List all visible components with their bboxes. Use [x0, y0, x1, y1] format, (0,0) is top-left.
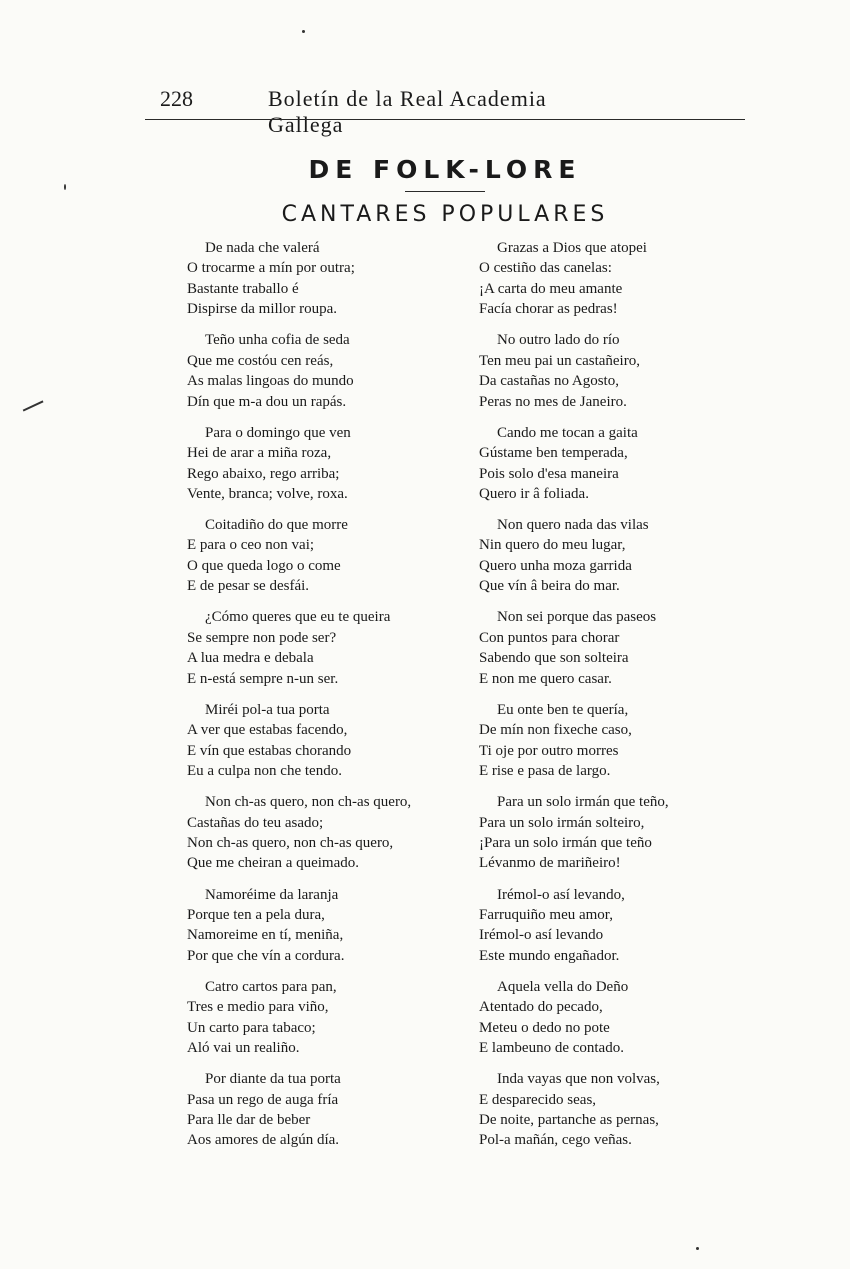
verse-line: Inda vayas que non volvas, — [497, 1071, 660, 1088]
right-column — [479, 238, 769, 1162]
stanza — [479, 885, 769, 967]
verse-line: De noite, partanche as pernas, — [479, 1112, 659, 1129]
verse-line: Meteu o dedo no pote — [479, 1019, 610, 1036]
verse-line: Catro cartos para pan, — [205, 978, 337, 995]
verse-line: Gústame ben temperada, — [479, 445, 628, 462]
verse-line: Dispirse da millor roupa. — [187, 301, 337, 318]
verse-line: Dín que m-a dou un rapás. — [187, 393, 347, 410]
verse-line: Tres e medio para viño, — [187, 999, 329, 1016]
verse-line: De nada che valerá — [205, 240, 320, 256]
verse-line: Para o domingo que ven — [205, 424, 351, 441]
verse-line: Aló vai un realiño. — [187, 1040, 300, 1057]
verse-line: O que queda logo o come — [187, 557, 341, 574]
verse-line: Non ch-as quero, non ch-as quero, — [187, 834, 394, 851]
verse-line: Lévanmo de mariñeiro! — [479, 855, 621, 872]
verse-line: Teño unha cofia de seda — [205, 332, 350, 349]
stanza — [479, 607, 769, 689]
stanza — [187, 607, 477, 689]
verse-line: Castañas do teu asado; — [187, 814, 324, 831]
verse-line: Bastante traballo é — [187, 280, 299, 297]
verse-line: A ver que estabas facendo, — [187, 722, 348, 739]
stanza — [187, 792, 477, 874]
verse-line: E lambeuno de contado. — [479, 1040, 624, 1057]
stanza — [479, 515, 769, 597]
verse-line: Pasa un rego de auga fría — [187, 1091, 339, 1108]
verse-line: Sabendo que son solteira — [479, 650, 629, 667]
stanza — [479, 330, 769, 412]
verse-line: Para un solo irmán que teño, — [497, 794, 669, 811]
verse-line: Non sei porque das paseos — [497, 609, 657, 626]
verse-line: Hei de arar a miña roza, — [187, 445, 332, 462]
verse-line: Pois solo d'esa maneira — [479, 465, 619, 482]
stanza — [479, 423, 769, 505]
stanza — [187, 330, 477, 412]
verse-line: Ten meu pai un castañeiro, — [479, 352, 640, 369]
verse-line: Se sempre non pode ser? — [187, 629, 337, 646]
verse-line: Eu onte ben te quería, — [497, 701, 629, 718]
stanza — [187, 1069, 477, 1151]
scan-speck — [696, 1247, 699, 1250]
verse-line: Aquela vella do Deño — [497, 978, 629, 995]
stanza — [187, 977, 477, 1059]
verse-line: ¡Para un solo irmán que teño — [479, 834, 652, 851]
verse-line: Que vín â beira do mar. — [479, 578, 620, 595]
verse-line: E para o ceo non vai; — [187, 537, 315, 554]
stanza — [479, 700, 769, 782]
verse-line: Atentado do pecado, — [479, 999, 603, 1016]
verse-line: Farruquiño meu amor, — [479, 906, 613, 923]
stanza — [187, 423, 477, 505]
verse-line: Cando me tocan a gaita — [497, 424, 638, 441]
verse-line: Non ch-as quero, non ch-as quero, — [205, 794, 412, 811]
scan-speck — [64, 184, 66, 190]
stanza — [479, 792, 769, 874]
stanza — [187, 238, 477, 320]
title-rule — [405, 191, 485, 192]
verse-line: De mín non fixeche caso, — [479, 722, 632, 739]
verse-line: E non me quero casar. — [479, 670, 612, 687]
stanza — [479, 1069, 769, 1151]
scan-speck — [302, 30, 305, 33]
stanza — [479, 238, 769, 320]
verse-line: Ti oje por outro morres — [479, 742, 619, 759]
verse-line: No outro lado do río — [497, 332, 620, 349]
verse-line: E rise e pasa de largo. — [479, 762, 611, 779]
stanza — [187, 885, 477, 967]
stanza — [187, 515, 477, 597]
verse-line: Para un solo irmán solteiro, — [479, 814, 645, 831]
verse-line: E desparecido seas, — [479, 1091, 597, 1108]
header-rule — [145, 119, 745, 120]
verse-line: Peras no mes de Janeiro. — [479, 393, 627, 410]
verse-line: Rego abaixo, rego arriba; — [187, 465, 340, 482]
verse-line: A lua medra e debala — [187, 650, 314, 667]
verse-line: As malas lingoas do mundo — [187, 373, 354, 390]
verse-line: Por que che vín a cordura. — [187, 947, 345, 964]
verse-line: Aos amores de algún día. — [187, 1132, 340, 1149]
verse-line: Grazas a Dios que atopei — [497, 240, 647, 256]
verse-line: Que me cheiran a queimado. — [187, 855, 360, 872]
verse-line: Namoreime en tí, meniña, — [187, 927, 344, 944]
verse-line: E de pesar se desfái. — [187, 578, 310, 595]
verse-line: O cestiño das canelas: — [479, 260, 612, 277]
section-title: DE FOLK-LORE — [308, 155, 582, 184]
verse-line: Vente, branca; volve, roxa. — [187, 485, 348, 502]
verse-line: Con puntos para chorar — [479, 629, 620, 646]
verse-line: Quero unha moza garrida — [479, 557, 632, 574]
left-column — [187, 238, 477, 1162]
verse-line: Non quero nada das vilas — [497, 517, 649, 534]
verse-line: O trocarme a mín por outra; — [187, 260, 355, 277]
verse-line: Para lle dar de beber — [187, 1112, 311, 1129]
verse-line: Coitadiño do que morre — [205, 517, 348, 534]
verse-line: Miréi pol-a tua porta — [205, 701, 330, 718]
verse-line: Irémol-o así levando — [479, 927, 604, 944]
verse-line: Quero ir â foliada. — [479, 485, 589, 502]
verse-line: Un carto para tabaco; — [187, 1019, 316, 1036]
verse-line: Pol-a mañán, cego veñas. — [479, 1132, 632, 1149]
subtitle: CANTARES POPULARES — [281, 202, 609, 227]
verse-line: Irémol-o así levando, — [497, 886, 625, 903]
scan-speck — [23, 400, 44, 411]
verse-line: ¿Cómo queres que eu te queira — [205, 609, 391, 626]
stanza — [479, 977, 769, 1059]
verse-line: Eu a culpa non che tendo. — [187, 762, 342, 779]
verse-line: Que me costóu cen reás, — [187, 352, 334, 369]
verse-line: Nin quero do meu lugar, — [479, 537, 626, 554]
page-number: 228 — [160, 86, 193, 111]
running-title: Boletín de la Real Academia Gallega — [268, 86, 547, 137]
stanza — [187, 700, 477, 782]
verse-line: Porque ten a pela dura, — [187, 906, 325, 923]
verse-line: Facía chorar as pedras! — [479, 301, 618, 318]
verse-line: Namoréime da laranja — [205, 886, 339, 903]
verse-line: Da castañas no Agosto, — [479, 373, 619, 390]
verse-line: ¡A carta do meu amante — [479, 280, 623, 297]
verse-line: Por diante da tua porta — [205, 1071, 341, 1088]
verse-line: E vín que estabas chorando — [187, 742, 352, 759]
verse-line: Este mundo engañador. — [479, 947, 620, 964]
verse-line: E n-está sempre n-un ser. — [187, 670, 339, 687]
